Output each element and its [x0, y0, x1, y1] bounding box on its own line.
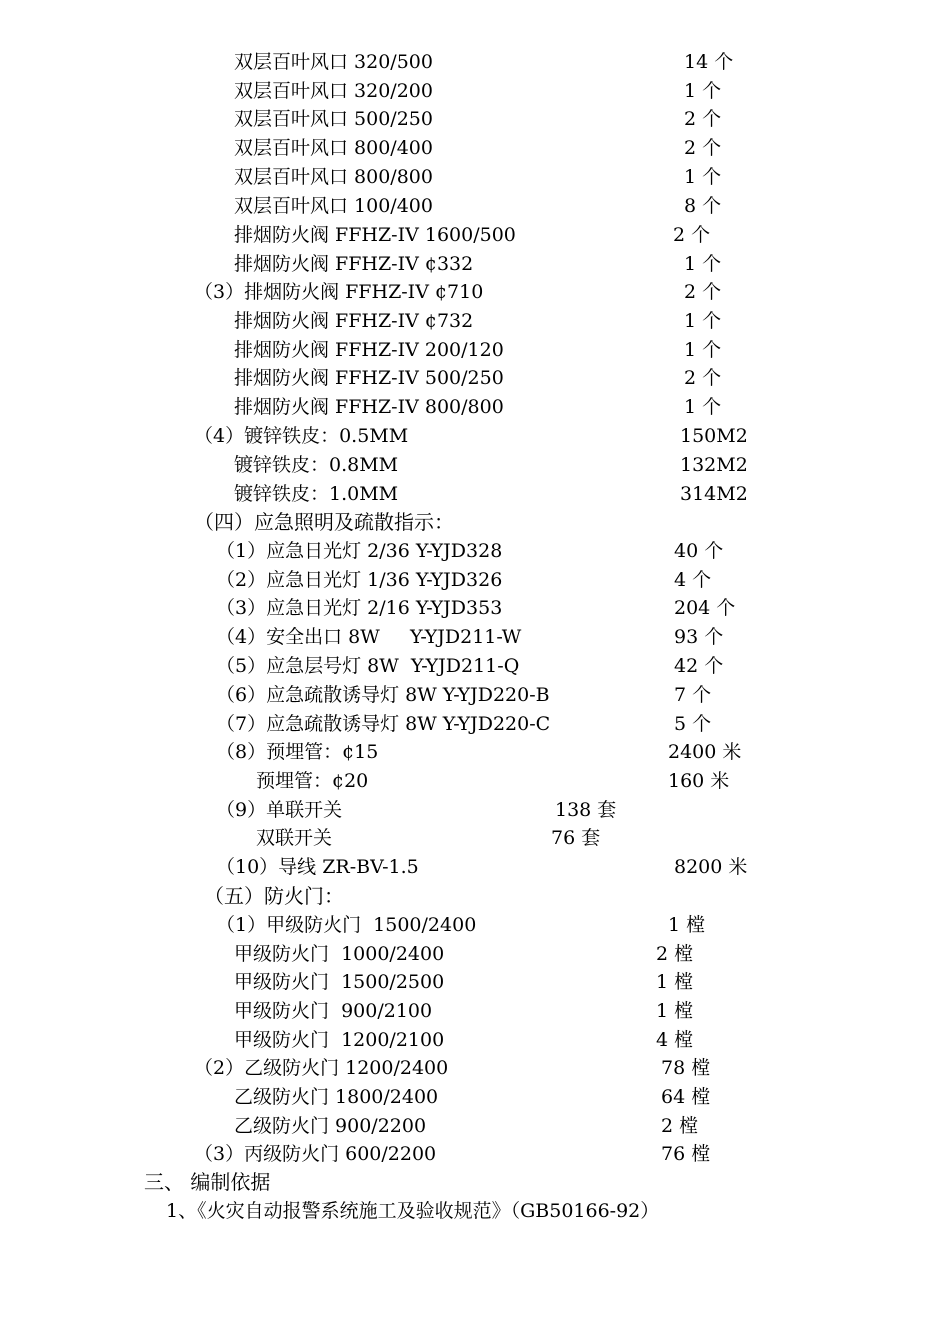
item-quantity: 314M2 — [680, 483, 748, 505]
line-item — [0, 307, 950, 336]
section-heading — [0, 1168, 950, 1197]
line-item — [0, 134, 950, 163]
item-quantity: 76 套 — [551, 827, 601, 849]
item-text: 双层百叶风口 320/200 — [234, 80, 433, 102]
item-text: （9）单联开关 — [216, 799, 343, 821]
item-quantity: 40 个 — [674, 540, 724, 562]
reference-text: 1、《火灾自动报警系统施工及验收规范》（GB50166-92） — [166, 1200, 660, 1222]
line-item — [0, 710, 950, 739]
item-text: （7）应急疏散诱导灯 8W Y-YJD220-C — [216, 713, 551, 735]
line-item — [0, 796, 950, 825]
item-text: 甲级防火门 1200/2100 — [234, 1029, 445, 1051]
line-item — [0, 77, 950, 106]
item-quantity: 1 个 — [684, 396, 722, 418]
item-text: （8）预埋管：¢15 — [216, 741, 379, 763]
line-item — [0, 968, 950, 997]
item-text: （1）应急日光灯 2/36 Y-YJD328 — [216, 540, 503, 562]
item-text: 镀锌铁皮：0.8MM — [234, 454, 399, 476]
line-item — [0, 940, 950, 969]
line-item — [0, 1026, 950, 1055]
item-quantity: 1 樘 — [668, 914, 706, 936]
section-title: （四）应急照明及疏散指示： — [194, 510, 454, 534]
item-text: （1）甲级防火门 1500/2400 — [216, 914, 477, 936]
item-quantity: 2 个 — [684, 367, 722, 389]
item-quantity: 1 个 — [684, 253, 722, 275]
item-text: 乙级防火门 1800/2400 — [234, 1086, 439, 1108]
item-quantity: 14 个 — [684, 51, 734, 73]
line-item — [0, 566, 950, 595]
item-text: 甲级防火门 900/2100 — [234, 1000, 433, 1022]
line-item — [0, 824, 950, 853]
item-quantity: 5 个 — [674, 713, 712, 735]
item-text: （2）乙级防火门 1200/2400 — [194, 1057, 449, 1079]
item-text: （3）丙级防火门 600/2200 — [194, 1143, 437, 1165]
item-quantity: 132M2 — [680, 454, 748, 476]
item-quantity: 8 个 — [684, 195, 722, 217]
line-item — [0, 1054, 950, 1083]
line-item — [0, 480, 950, 509]
item-text: 排烟防火阀 FFHZ-IV 500/250 — [234, 367, 504, 389]
item-text: 甲级防火门 1000/2400 — [234, 943, 445, 965]
item-text: （4）安全出口 8W Y-YJD211-W — [216, 626, 522, 648]
item-text: 排烟防火阀 FFHZ-IV 800/800 — [234, 396, 504, 418]
item-quantity: 2 樘 — [656, 943, 694, 965]
item-quantity: 8200 米 — [674, 856, 748, 878]
item-text: （6）应急疏散诱导灯 8W Y-YJD220-B — [216, 684, 550, 706]
line-item — [0, 105, 950, 134]
line-item — [0, 594, 950, 623]
item-text: 排烟防火阀 FFHZ-IV ¢332 — [234, 253, 474, 275]
item-text: （2）应急日光灯 1/36 Y-YJD326 — [216, 569, 503, 591]
item-text: 镀锌铁皮：1.0MM — [234, 483, 399, 505]
section-heading — [0, 508, 950, 537]
item-quantity: 76 樘 — [661, 1143, 711, 1165]
line-item — [0, 393, 950, 422]
item-text: 预埋管：¢20 — [256, 770, 369, 792]
line-item — [0, 221, 950, 250]
line-item — [0, 451, 950, 480]
line-item — [0, 911, 950, 940]
item-text: 双层百叶风口 500/250 — [234, 108, 433, 130]
line-item — [0, 1140, 950, 1169]
line-item — [0, 738, 950, 767]
item-quantity: 2 个 — [684, 281, 722, 303]
item-quantity: 64 樘 — [661, 1086, 711, 1108]
item-quantity: 2 樘 — [661, 1115, 699, 1137]
section-heading — [0, 882, 950, 911]
item-quantity: 2 个 — [673, 224, 711, 246]
line-item — [0, 278, 950, 307]
item-text: 双联开关 — [256, 827, 333, 849]
section-title: （五）防火门： — [204, 884, 344, 908]
line-item — [0, 681, 950, 710]
reference-item — [0, 1197, 950, 1226]
item-quantity: 1 个 — [684, 310, 722, 332]
item-quantity: 160 米 — [668, 770, 730, 792]
item-text: 双层百叶风口 320/500 — [234, 51, 433, 73]
line-item — [0, 163, 950, 192]
item-quantity: 42 个 — [674, 655, 724, 677]
item-text: 排烟防火阀 FFHZ-IV 200/120 — [234, 339, 504, 361]
line-item — [0, 652, 950, 681]
item-text: （4）镀锌铁皮：0.5MM — [194, 425, 409, 447]
line-item — [0, 853, 950, 882]
item-quantity: 1 个 — [684, 166, 722, 188]
line-item — [0, 192, 950, 221]
item-text: 双层百叶风口 800/400 — [234, 137, 433, 159]
item-quantity: 1 个 — [684, 339, 722, 361]
line-item — [0, 997, 950, 1026]
item-text: （3）排烟防火阀 FFHZ-IV ¢710 — [194, 281, 484, 303]
line-item — [0, 422, 950, 451]
item-quantity: 2400 米 — [668, 741, 742, 763]
item-quantity: 78 樘 — [661, 1057, 711, 1079]
item-text: 排烟防火阀 FFHZ-IV 1600/500 — [234, 224, 516, 246]
item-text: 双层百叶风口 800/800 — [234, 166, 433, 188]
line-item — [0, 537, 950, 566]
line-item — [0, 1083, 950, 1112]
item-text: 排烟防火阀 FFHZ-IV ¢732 — [234, 310, 474, 332]
item-quantity: 150M2 — [680, 425, 748, 447]
item-quantity: 4 个 — [674, 569, 712, 591]
item-quantity: 93 个 — [674, 626, 724, 648]
item-quantity: 138 套 — [555, 799, 617, 821]
item-text: 双层百叶风口 100/400 — [234, 195, 433, 217]
item-quantity: 7 个 — [674, 684, 712, 706]
item-quantity: 1 个 — [684, 80, 722, 102]
item-text: （3）应急日光灯 2/16 Y-YJD353 — [216, 597, 503, 619]
item-text: 甲级防火门 1500/2500 — [234, 971, 445, 993]
line-item — [0, 364, 950, 393]
line-item — [0, 250, 950, 279]
line-item — [0, 336, 950, 365]
line-item — [0, 48, 950, 77]
item-text: （10）导线 ZR-BV-1.5 — [216, 856, 419, 878]
line-item — [0, 623, 950, 652]
line-item — [0, 767, 950, 796]
item-quantity: 204 个 — [674, 597, 736, 619]
line-item — [0, 1112, 950, 1141]
item-quantity: 1 樘 — [656, 971, 694, 993]
item-quantity: 2 个 — [684, 108, 722, 130]
item-text: （5）应急层号灯 8W Y-YJD211-Q — [216, 655, 520, 677]
section-title: 三、 编制依据 — [144, 1170, 271, 1194]
item-quantity: 4 樘 — [656, 1029, 694, 1051]
item-quantity: 2 个 — [684, 137, 722, 159]
item-text: 乙级防火门 900/2200 — [234, 1115, 427, 1137]
item-quantity: 1 樘 — [656, 1000, 694, 1022]
